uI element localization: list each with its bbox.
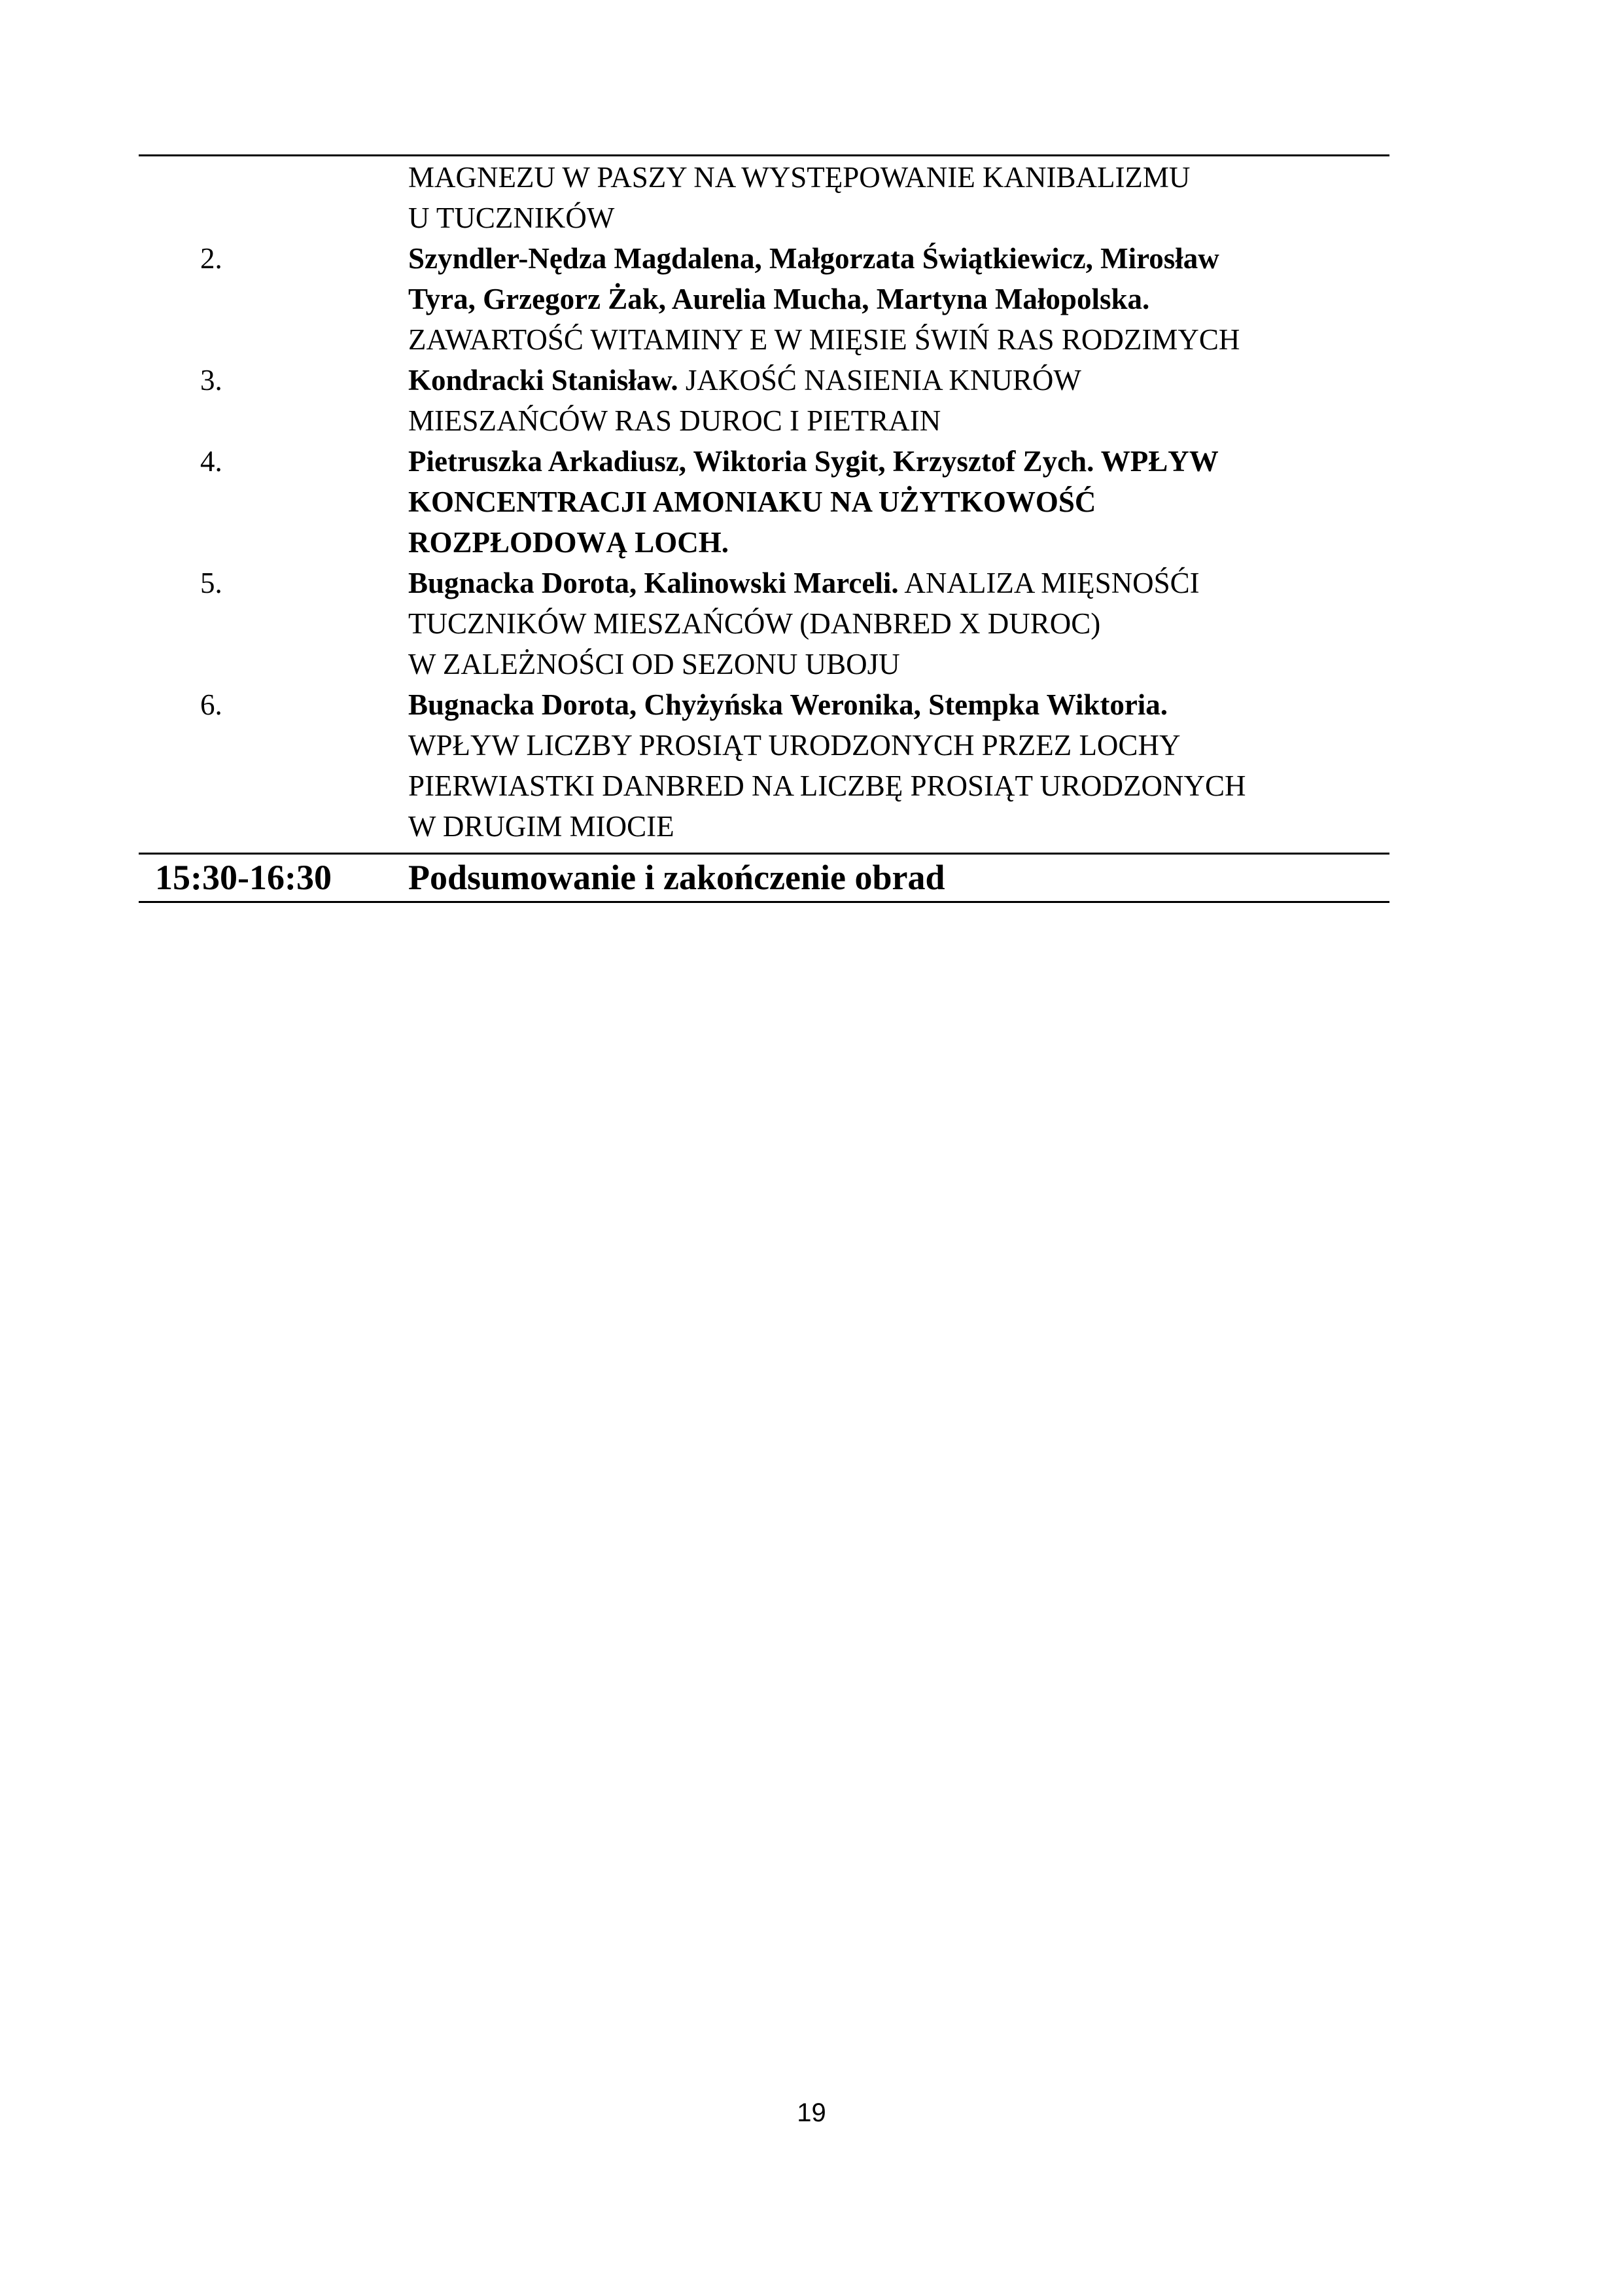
entry-line	[408, 522, 1363, 563]
table-top-rule	[139, 154, 1389, 156]
page-number: 19	[797, 2098, 826, 2127]
closing-time: 15:30-16:30	[155, 858, 332, 897]
entry-line	[408, 725, 1363, 766]
entry-line	[408, 279, 1363, 319]
entry-line	[408, 319, 1363, 360]
continuation-entry	[0, 157, 1623, 238]
entry-5	[0, 563, 1623, 684]
title-text: MIESZAŃCÓW RAS DUROC I PIETRAIN	[408, 404, 941, 437]
entry-line	[408, 563, 1363, 603]
authors-text: Bugnacka Dorota, Chyżyńska Weronika, Stempka Wiktoria.	[408, 688, 1168, 721]
entry-number: 4.	[200, 445, 222, 478]
title-text: JAKOŚĆ NASIENIA KNURÓW	[678, 364, 1081, 397]
closing-title: Podsumowanie i zakończenie obrad	[408, 858, 945, 897]
entry-line	[408, 766, 1363, 806]
entry-line	[408, 482, 1363, 522]
continuation-text	[408, 157, 1363, 238]
continuation-line: U TUCZNIKÓW	[408, 202, 615, 234]
authors-text: KONCENTRACJI AMONIAKU NA UŻYTKOWOŚĆ	[408, 486, 1096, 518]
entry-line	[408, 603, 1363, 644]
entry-text	[408, 563, 1363, 684]
table-bottom-rule	[139, 901, 1389, 903]
entry-line	[408, 644, 1363, 684]
closing-row	[0, 856, 1623, 899]
authors-text: Szyndler-Nędza Magdalena, Małgorzata Świątkiewicz, Mirosław	[408, 242, 1219, 275]
entry-line	[408, 441, 1363, 482]
entry-line	[408, 806, 1363, 847]
title-text: ANALIZA MIĘSNOŚĆI	[898, 567, 1200, 599]
entry-number: 3.	[200, 364, 222, 397]
entry-line	[408, 684, 1363, 725]
entry-6	[0, 684, 1623, 847]
entry-line	[408, 360, 1363, 400]
title-text: WPŁYW LICZBY PROSIĄT URODZONYCH PRZEZ LOCHY	[408, 729, 1181, 762]
entry-text	[408, 684, 1363, 847]
title-text: TUCZNIKÓW MIESZAŃCÓW (DANBRED X DUROC)	[408, 607, 1101, 640]
entry-line	[408, 238, 1363, 279]
closing-top-rule	[139, 853, 1389, 855]
entry-text	[408, 238, 1363, 360]
entry-number: 5.	[200, 567, 222, 599]
authors-text: Bugnacka Dorota, Kalinowski Marceli.	[408, 567, 899, 599]
continuation-line: MAGNEZU W PASZY NA WYSTĘPOWANIE KANIBALIZMU	[408, 161, 1191, 194]
title-text: W ZALEŻNOŚCI OD SEZONU UBOJU	[408, 648, 900, 680]
authors-text: Pietruszka Arkadiusz, Wiktoria Sygit, Krzysztof Zych. WPŁYW	[408, 445, 1219, 478]
entry-3	[0, 360, 1623, 441]
entry-2	[0, 238, 1623, 360]
authors-text: ROZPŁODOWĄ LOCH.	[408, 526, 729, 559]
entry-text	[408, 441, 1363, 563]
entry-number: 2.	[200, 242, 222, 275]
entry-text	[408, 360, 1363, 441]
entry-4	[0, 441, 1623, 563]
authors-text: Kondracki Stanisław.	[408, 364, 678, 397]
title-text: W DRUGIM MIOCIE	[408, 810, 674, 843]
entry-line	[408, 400, 1363, 441]
authors-text: Tyra, Grzegorz Żak, Aurelia Mucha, Martyna Małopolska.	[408, 283, 1150, 315]
entry-number: 6.	[200, 688, 222, 721]
title-text: PIERWIASTKI DANBRED NA LICZBĘ PROSIĄT URODZONYCH	[408, 769, 1246, 802]
title-text: ZAWARTOŚĆ WITAMINY E W MIĘSIE ŚWIŃ RAS RODZIMYCH	[408, 323, 1240, 356]
program-entries	[0, 157, 1623, 847]
